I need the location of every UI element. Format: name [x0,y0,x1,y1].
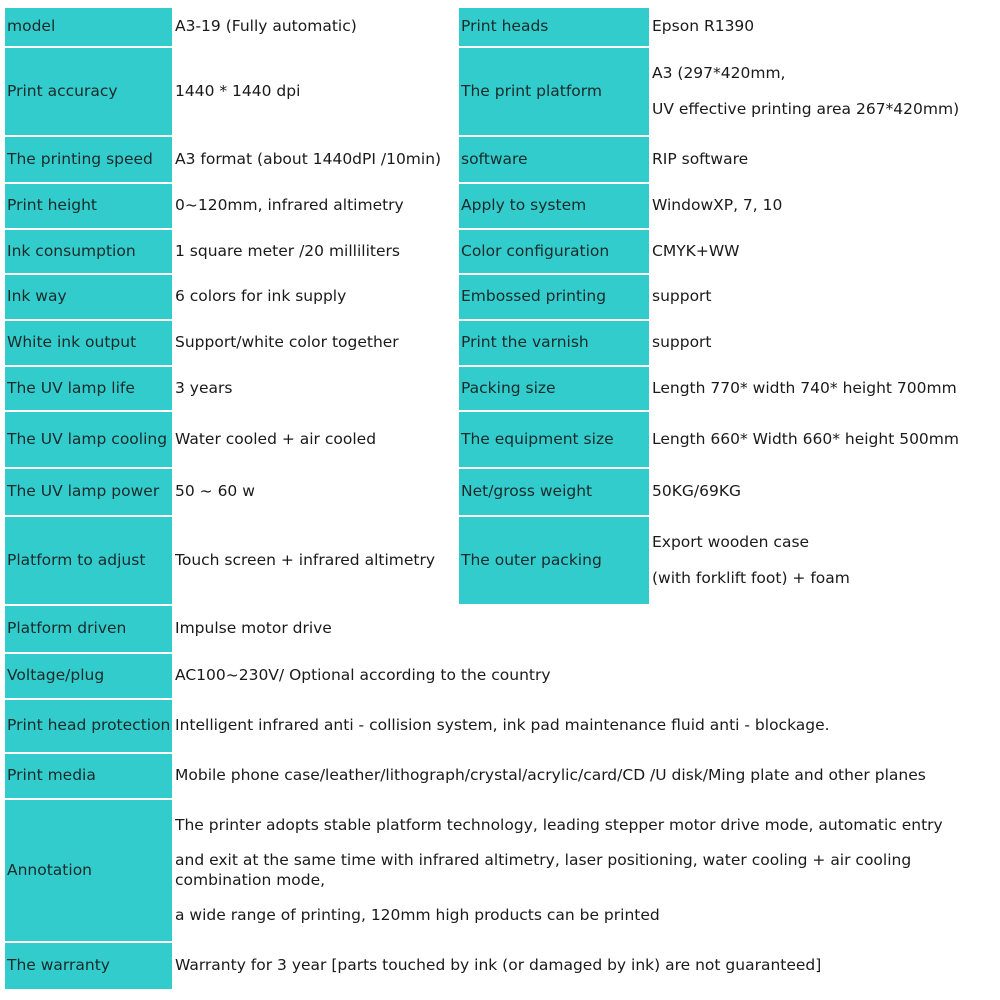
spec-value-line: Export wooden case [652,533,810,552]
table-row [5,654,995,700]
spec-label: Color configuration [459,230,649,275]
spec-label: Net/gross weight [459,469,649,517]
table-row [5,943,995,991]
spec-value: Touch screen + infrared altimetry [172,517,459,606]
spec-value: 50 ~ 60 w [172,469,459,517]
table-row [5,754,995,800]
spec-value: WindowXP, 7, 10 [649,184,995,230]
spec-value: Mobile phone case/leather/lithograph/crystal/acrylic/card/CD /U disk/Ming plate and other planes [172,754,995,800]
spec-label: Print head protection [5,700,172,754]
table-row [5,184,995,230]
spec-value: Epson R1390 [649,8,995,48]
spec-label: The UV lamp cooling [5,412,172,469]
spec-value-line: and exit at the same time with infrared altimetry, laser positioning, water cooling + air cooling combination mode, [175,851,912,889]
spec-value: 6 colors for ink supply [172,275,459,321]
spec-value: Intelligent infrared anti - collision system, ink pad maintenance fluid anti - blockage. [172,700,995,754]
table-row [5,8,995,48]
spec-label: software [459,137,649,184]
spec-value-line: (with forklift foot) + foam [652,568,850,587]
spec-value: CMYK+WW [649,230,995,275]
spec-label: Voltage/plug [5,654,172,700]
spec-value: 0~120mm, infrared altimetry [172,184,459,230]
table-row [5,606,995,654]
table-row [5,321,995,367]
spec-value-line: The printer adopts stable platform technology, leading stepper motor drive mode, automatic entry [175,815,943,834]
spec-value: support [649,275,995,321]
spec-value-line: a wide range of printing, 120mm high products can be printed [175,905,660,924]
table-row [5,230,995,275]
table-row [5,469,995,517]
spec-label: Annotation [5,800,172,943]
spec-label: The print platform [459,48,649,137]
spec-label: model [5,8,172,48]
table-row [5,800,995,943]
spec-label: Embossed printing [459,275,649,321]
spec-value: A3-19 (Fully automatic) [172,8,459,48]
spec-value [649,517,995,606]
table-row [5,412,995,469]
spec-label: Print heads [459,8,649,48]
spec-label: The UV lamp life [5,367,172,412]
spec-label: The outer packing [459,517,649,606]
spec-label: Apply to system [459,184,649,230]
spec-label: The warranty [5,943,172,991]
spec-label: Platform to adjust [5,517,172,606]
spec-label: The equipment size [459,412,649,469]
spec-label: The UV lamp power [5,469,172,517]
table-row [5,367,995,412]
spec-value: Water cooled + air cooled [172,412,459,469]
spec-value: 3 years [172,367,459,412]
spec-value [649,48,995,137]
spec-label: Ink consumption [5,230,172,275]
spec-value [172,800,995,943]
spec-label: Print media [5,754,172,800]
table-row [5,700,995,754]
spec-value: Warranty for 3 year [parts touched by ink (or damaged by ink) are not guaranteed] [172,943,995,991]
spec-label: Platform driven [5,606,172,654]
spec-value: support [649,321,995,367]
spec-label: Packing size [459,367,649,412]
spec-table [5,8,995,991]
spec-value: 50KG/69KG [649,469,995,517]
spec-label: Print accuracy [5,48,172,137]
spec-label: The printing speed [5,137,172,184]
spec-value: Support/white color together [172,321,459,367]
spec-label: White ink output [5,321,172,367]
spec-value-line: UV effective printing area 267*420mm) [652,99,960,118]
spec-label: Print the varnish [459,321,649,367]
table-row [5,137,995,184]
table-row [5,48,995,137]
spec-value: Impulse motor drive [172,606,995,654]
spec-value: 1440 * 1440 dpi [172,48,459,137]
spec-value: AC100~230V/ Optional according to the country [172,654,995,700]
spec-value: A3 format (about 1440dPI /10min) [172,137,459,184]
table-row [5,275,995,321]
spec-value: RIP software [649,137,995,184]
spec-value: Length 660* Width 660* height 500mm [649,412,995,469]
spec-value: 1 square meter /20 milliliters [172,230,459,275]
spec-value-line: A3 (297*420mm, [652,64,786,83]
spec-label: Print height [5,184,172,230]
table-row [5,517,995,606]
spec-value: Length 770* width 740* height 700mm [649,367,995,412]
spec-label: Ink way [5,275,172,321]
